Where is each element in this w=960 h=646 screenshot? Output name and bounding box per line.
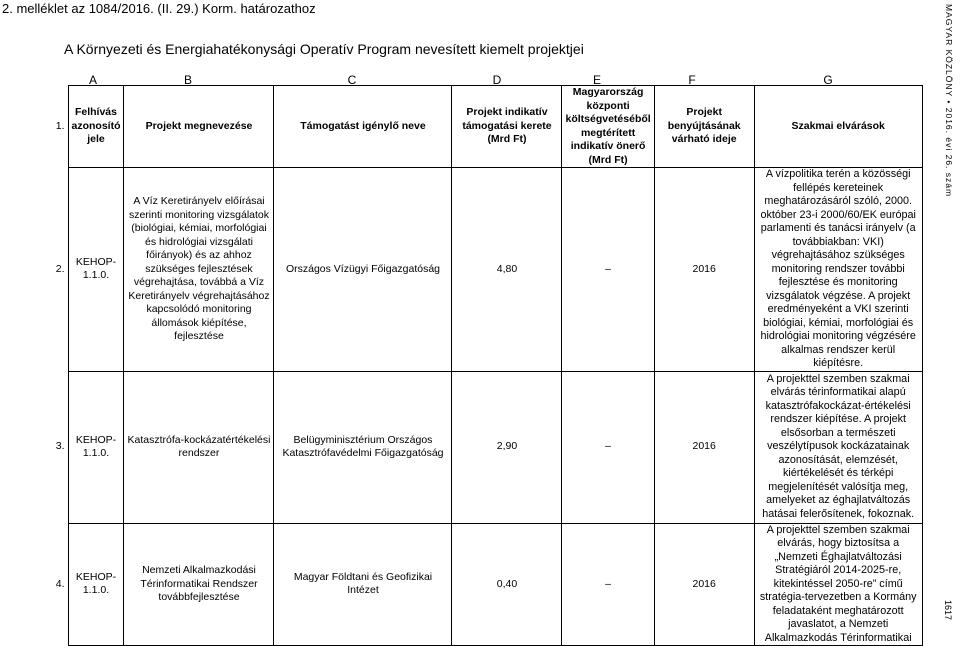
- budget: 4,80: [452, 168, 562, 372]
- table-header-row: [38, 86, 922, 168]
- row-number: 1.: [55, 119, 65, 132]
- project-name: Katasztrófa-kockázatértékelési rendszer: [124, 371, 274, 523]
- expectations: A projekttel szemben szakmai elvárás, hogy biztosítsa a „Nemzeti Éghajlatváltozási Stratégiáról 2014-2025-re, kitekintéssel 2050-re” című stratégia-tervezetben a Kormány feladataként meghatározott javaslatot, a Nemzeti Alkalmazkodás Térinformatikai: [754, 523, 922, 646]
- call-id: KEHOP-1.1.0.: [68, 168, 124, 372]
- row-number: 4.: [55, 577, 65, 590]
- document-subtitle: A Környezeti és Energiahatékonysági Operatív Program nevesített kiemelt projektjei: [64, 41, 584, 57]
- projects-table: [38, 85, 923, 646]
- expectations: A vízpolitika terén a közösségi fellépés kereteinek meghatározásáról szóló, 2000. október 23-i 2000/60/EK európai parlamenti és tanácsi irányelv (a továbbiakban: VKI) végrehajtásához szükséges monitoring rendszer további fejlesztése és monitoring vizsgálatok végzése. A projekt eredményeként a VKI szerinti biológiai, kémiai, morfológiai és hidrológiai monitoring végzésére alkalmas rendszer kerül kiépítésre.: [754, 168, 922, 372]
- column-letter-f: F: [688, 73, 696, 87]
- column-letter-c: C: [347, 73, 357, 87]
- submission-date: 2016: [654, 371, 754, 523]
- applicant: Belügyminisztérium Országos Katasztrófavédelmi Főigazgatóság: [274, 371, 452, 523]
- header-project-name: Projekt megnevezése: [124, 86, 274, 168]
- column-letter-e: E: [592, 73, 602, 87]
- budget: 0,40: [452, 523, 562, 646]
- row-number: 3.: [55, 440, 65, 453]
- own-contribution: –: [562, 523, 654, 646]
- header-submission-date: Projekt benyújtásának várható ideje: [654, 86, 754, 168]
- header-call-id: Felhívás azonosító jele: [68, 86, 124, 168]
- page-number: [942, 600, 954, 640]
- call-id: KEHOP-1.1.0.: [68, 523, 124, 646]
- gazette-label-text: MAGYAR KÖZLÖNY • 2016. évi 26. szám: [944, 4, 954, 198]
- own-contribution: –: [562, 168, 654, 372]
- call-id: KEHOP-1.1.0.: [68, 371, 124, 523]
- column-letter-g: G: [823, 73, 833, 87]
- table-row: [38, 371, 922, 523]
- column-letter-b: B: [183, 73, 193, 87]
- project-name: Nemzeti Alkalmazkodási Térinformatikai Rendszer továbbfejlesztése: [124, 523, 274, 646]
- project-name: A Víz Keretirányelv előírásai szerinti monitoring vizsgálatok (biológiai, kémiai, morfológiai és hidrológiai vizsgálati főirányok) és az ahhoz szükséges fejlesztések végrehajtása, továbbá a Víz Keretirányelv végrehajtásához kapcsolódó monitoring állomások kiépítése, fejlesztése: [124, 168, 274, 372]
- gazette-side-label: [942, 4, 956, 198]
- column-letter-d: D: [492, 73, 502, 87]
- expectations: A projekttel szemben szakmai elvárás térinformatikai alapú katasztrófakockázat-értékelési rendszer kiépítése. A projekt elsősorban a természeti veszélytípusok kockázatainak azonosítását, elemzését, kiértékelését és térképi megjelenítését valósítja meg, amelyeket az éghajlatváltozás hatásai felerősítenek, fokoznak.: [754, 371, 922, 523]
- header-applicant: Támogatást igénylő neve: [274, 86, 452, 168]
- submission-date: 2016: [654, 523, 754, 646]
- header-own-contribution: Magyarország központi költségvetéséből megtérített indikatív önerő (Mrd Ft): [562, 86, 654, 168]
- applicant: Országos Vízügyi Főigazgatóság: [274, 168, 452, 372]
- column-letter-a: A: [88, 73, 98, 87]
- header-expectations: Szakmai elvárások: [754, 86, 922, 168]
- budget: 2,90: [452, 371, 562, 523]
- own-contribution: –: [562, 371, 654, 523]
- applicant: Magyar Földtani és Geofizikai Intézet: [274, 523, 452, 646]
- row-number: 2.: [55, 262, 65, 275]
- document-header: 2. melléklet az 1084/2016. (II. 29.) Korm. határozathoz: [2, 1, 316, 16]
- submission-date: 2016: [654, 168, 754, 372]
- table-row: [38, 523, 922, 646]
- table-row: [38, 168, 922, 372]
- header-budget: Projekt indikatív támogatási kerete (Mrd Ft): [452, 86, 562, 168]
- page-number-text: 1617: [943, 600, 953, 621]
